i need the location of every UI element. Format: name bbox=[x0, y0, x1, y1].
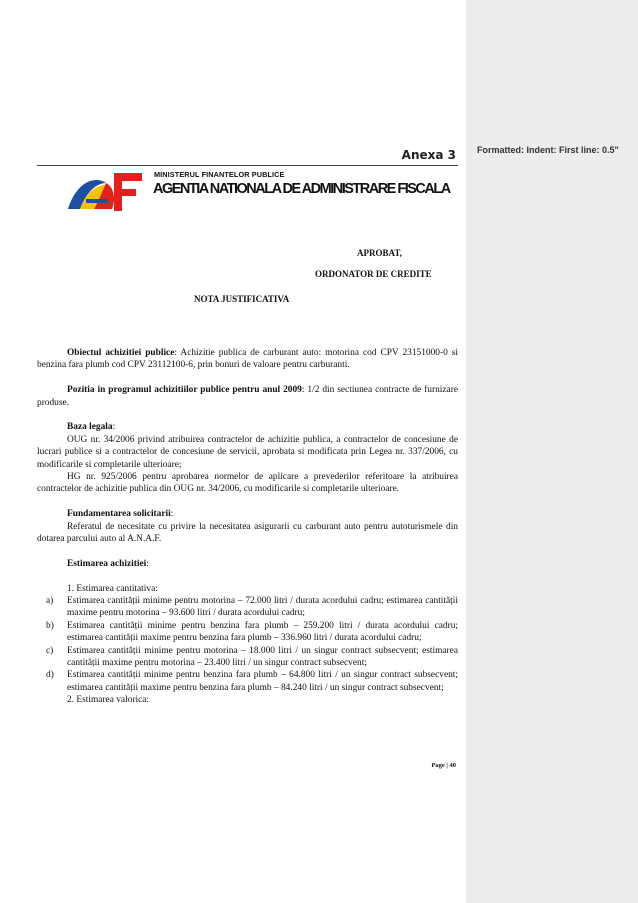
list-text: Estimarea cantității minime pentru motorina – 72.000 litri / durata acordului cadru; estimarea cantității maxime pentru motorina – 93.600 litri / durata acordului cadru; bbox=[67, 596, 458, 619]
agency-name: AGENTIA NATIONALA DE ADMINISTRARE FISCALA bbox=[153, 181, 450, 197]
header-divider bbox=[37, 165, 458, 166]
estimate-subheading: 2. Estimarea valorica: bbox=[67, 695, 149, 706]
credit-ordinator-label: ORDONATOR DE CREDITE bbox=[315, 269, 432, 279]
list-marker: c) bbox=[46, 645, 54, 656]
ministry-name: MINISTERUL FINANTELOR PUBLICE bbox=[154, 170, 285, 179]
document-title: NOTA JUSTIFICATIVA bbox=[194, 294, 290, 304]
heading-colon: : bbox=[146, 558, 149, 569]
list-item bbox=[37, 620, 458, 645]
section-estimarea-heading bbox=[37, 558, 458, 570]
list-item bbox=[37, 645, 458, 670]
comments-pane bbox=[466, 0, 638, 903]
estimate-subheading: 1. Estimarea cantitativa: bbox=[67, 583, 158, 594]
section-obiectul bbox=[37, 347, 458, 372]
estimate-list bbox=[37, 595, 458, 694]
approved-label: APROBAT, bbox=[357, 248, 402, 258]
list-marker: a) bbox=[46, 596, 54, 607]
list-text: Estimarea cantității minime pentru motorina – 18.000 litri / un singur contract subsecvent; estimarea cantității maxime pentru motorina – 23.400 litri / un singur contract subsecvent; bbox=[67, 645, 458, 669]
section-heading: Baza legala bbox=[67, 422, 113, 433]
heading-colon: : bbox=[170, 509, 174, 520]
legal-item: OUG nr. 34/2006 privind atribuirea contractelor de achizitie publica, a contractelor de concesiune de lucrari publice si a contractelor de concesiune de servicii, aprobata si modificata prin Legea nr. 337/2006, cu modificarile si completarile ulterioare; bbox=[37, 434, 458, 470]
page-number: Page | 40 bbox=[431, 762, 456, 769]
section-heading: Estimarea achizitiei bbox=[67, 558, 147, 569]
section-text: Referatul de necesitate cu privire la necesitatea asigurarii cu carburant auto pentru autoturismele din dotarea parcului auto al A.N.A.F. bbox=[37, 521, 458, 545]
list-text: Estimarea cantității minime pentru benzina fara plumb – 64.800 litri / un singur contract subsecvent; estimarea cantității maxime pentru benzina fara plumb – 84.240 litri / un singur contract subsecvent; bbox=[67, 670, 458, 693]
list-text: Estimarea cantității minime pentru benzina fara plumb – 259.200 litri / durata acordului cadru; estimarea cantității maxime pentru benzina fara plumb – 336.960 litri / durata acordului cadru; bbox=[67, 620, 458, 644]
section-text: : 1/2 din sectiunea contracte de furnizare produse. bbox=[37, 385, 458, 408]
section-heading: Obiectul achizitiei publice bbox=[67, 348, 175, 358]
heading-colon: : bbox=[112, 422, 116, 433]
anaf-logo-icon bbox=[66, 169, 144, 215]
formatting-comment[interactable]: Formatted: Indent: First line: 0.5" bbox=[477, 145, 619, 155]
list-marker: b) bbox=[46, 620, 54, 631]
section-heading: Pozitia in programul achizitiilor publice pentru anul 2009 bbox=[67, 385, 302, 396]
list-item bbox=[37, 595, 458, 620]
list-marker: d) bbox=[46, 670, 54, 681]
document-body bbox=[37, 347, 458, 707]
section-text: : Achizitie publica de carburant auto: motorina cod CPV 23151000-0 si benzina fara plumb cod CPV 23112100-6, prin bonuri de valoare pentru carburanti. bbox=[37, 348, 458, 371]
section-fundamentarea-heading bbox=[37, 508, 458, 520]
section-pozitia bbox=[37, 384, 458, 409]
section-baza-heading bbox=[37, 421, 458, 433]
legal-item: HG nr. 925/2006 pentru aprobarea normelor de aplicare a prevederilor referitoare la atribuirea contractelor de achizitie publica din OUG nr. 34/2006, cu modificarile si completarile ulterioare. bbox=[37, 472, 458, 495]
annex-label: Anexa 3 bbox=[401, 148, 456, 162]
list-item bbox=[37, 669, 458, 694]
section-heading: Fundamentarea solicitarii bbox=[67, 509, 171, 520]
